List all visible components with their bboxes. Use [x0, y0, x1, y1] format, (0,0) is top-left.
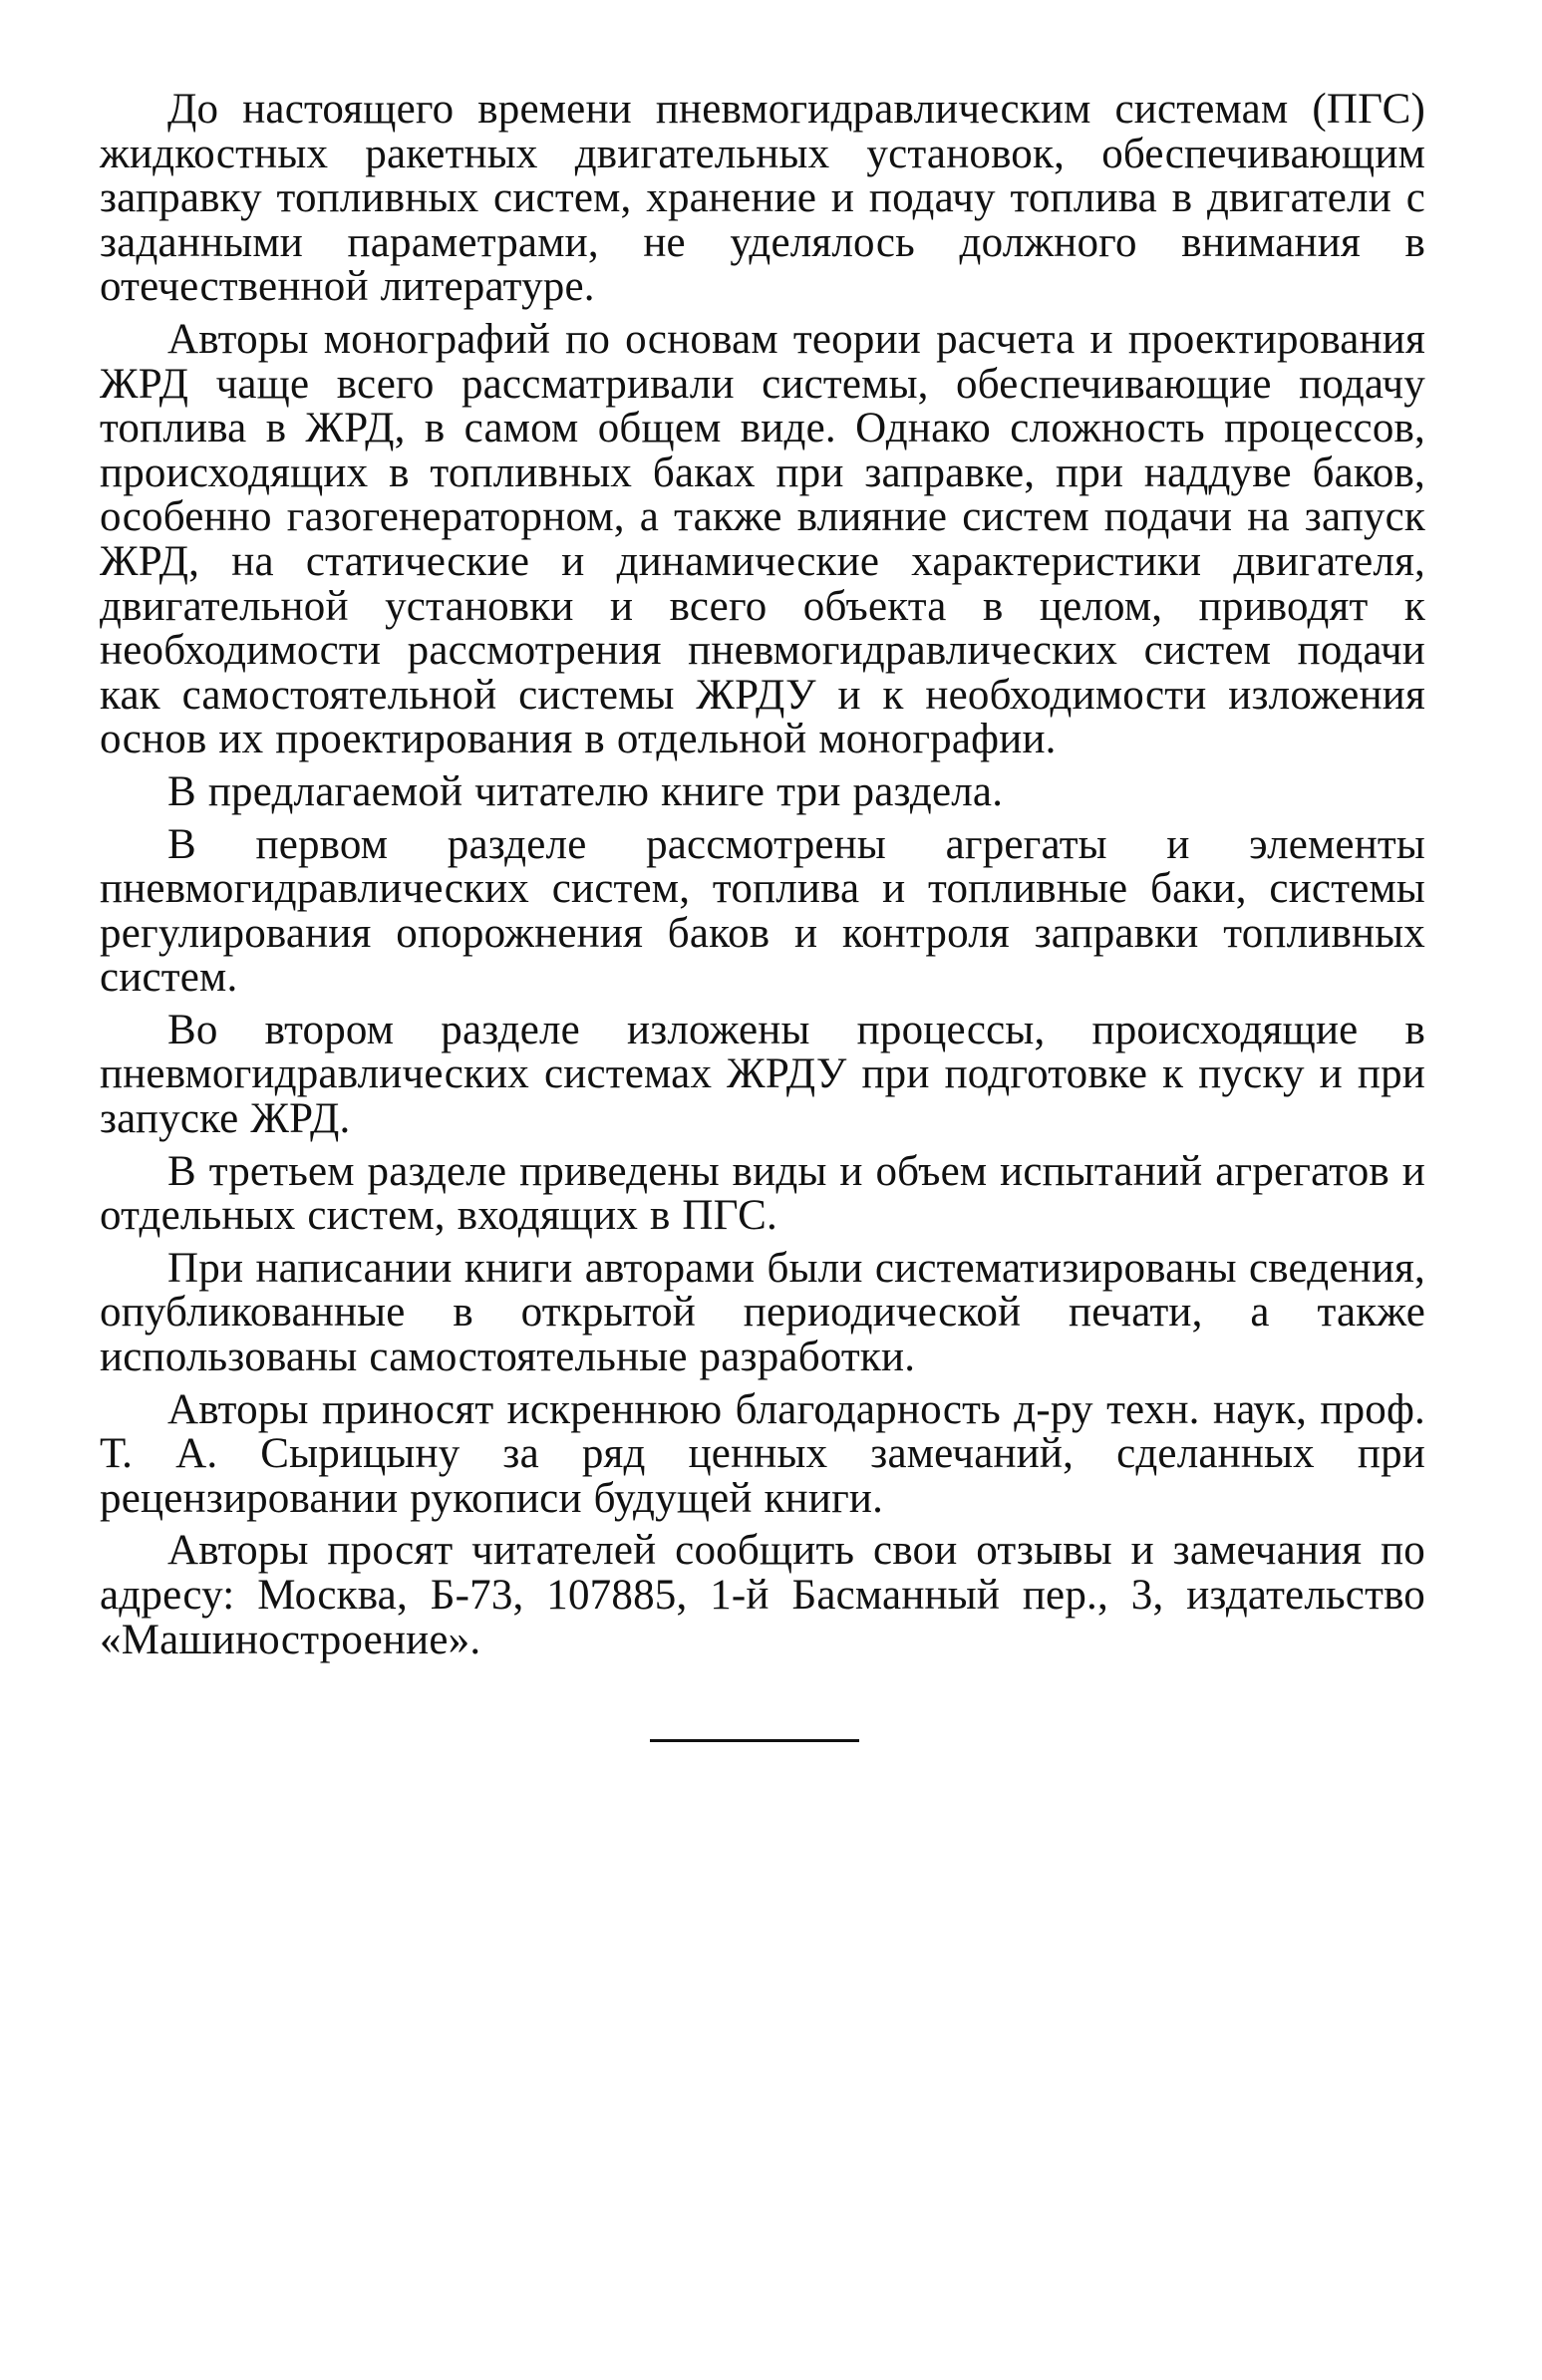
document-body: [100, 88, 1425, 1670]
closing-divider-rule: [650, 1739, 859, 1742]
paragraph-section-one: В первом разделе рассмотрены агрегаты и элементы пневмогидравлических систем, топлива и топливные баки, системы регулирования опорожнения баков и контроля заправки топливных систем.: [100, 820, 1425, 1002]
paragraph-three-sections: В предлагаемой читателю книге три раздела.: [167, 767, 1004, 815]
paragraph-intro: До настоящего времени пневмогидравлическим системам (ПГС) жидкостных ракетных двигательных установок, обеспечивающим заправку топливных систем, хранение и подачу топлива в двигатели с заданными параметрами, не уделялось должного внимания в отечественной литературе.: [100, 86, 1425, 311]
paragraph-sources: При написании книги авторами были систематизированы сведения, опубликованные в открытой периодической печати, а также использованы самостоятельные разработки.: [100, 1244, 1425, 1381]
paragraph-section-three: В третьем разделе приведены виды и объем испытаний агрегатов и отдельных систем, входящих в ПГС.: [100, 1147, 1425, 1240]
paragraph-section-two: Во втором разделе изложены процессы, происходящие в пневмогидравлических системах ЖРДУ при подготовке к пуску и при запуске ЖРД.: [100, 1006, 1425, 1143]
paragraph-contact-address: Авторы просят читателей сообщить свои отзывы и замечания по адресу: Москва, Б-73, 107885, 1-й Басманный пер., 3, издательство «Машиностроение».: [100, 1527, 1425, 1663]
paragraph-acknowledgement: Авторы приносят искреннюю благодарность д-ру техн. наук, проф. Т. А. Сырицыну за ряд ценных замечаний, сделанных при рецензировании рукописи будущей книги.: [100, 1385, 1425, 1522]
paragraph-monographs: Авторы монографий по основам теории расчета и проектирования ЖРД чаще всего рассматривали системы, обеспечивающие подачу топлива в ЖРД, в самом общем виде. Однако сложность процессов, происходящих в топливных баках при заправке, при наддуве баков, особенно газогенераторном, а также влияние систем подачи на запуск ЖРД, на статические и динамические характеристики двигателя, двигательной установки и всего объекта в целом, приводят к необходимости рассмотрения пневмогидравлических систем подачи как самостоятельной системы ЖРДУ и к необходимости изложения основ их проектирования в отдельной монографии.: [100, 315, 1425, 763]
